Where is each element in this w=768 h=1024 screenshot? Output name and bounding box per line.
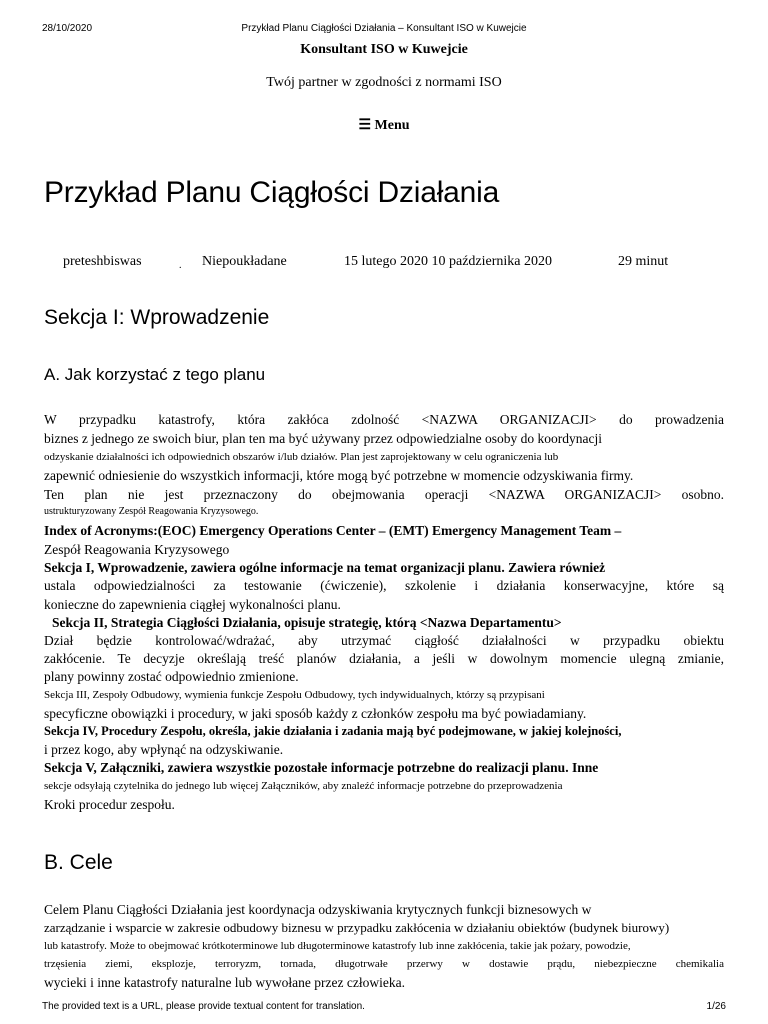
meta-separator: . (179, 260, 182, 271)
hamburger-icon[interactable]: ☰ (358, 118, 372, 133)
body-line: ustrukturyzowany Zespół Reagowania Kryzysowego. (44, 506, 259, 517)
print-footer (42, 1001, 726, 1015)
body-line: Sekcja V, Załączniki, zawiera wszystkie pozostałe informacje potrzebne do realizacji planu. Inne (44, 760, 599, 775)
body-line: biznes z jednego ze swoich biur, plan ten ma być używany przez odpowiedzialne osoby do koordynacji (44, 431, 603, 446)
body-line: plany powinny zostać odpowiednio zmienione. (44, 669, 299, 684)
body-line: zapewnić odniesienie do wszystkich informacji, które mogą być potrzebne w momencie odzyskiwania firmy. (44, 468, 634, 483)
section-heading-wprowadzenie: Sekcja I: Wprowadzenie (44, 306, 270, 329)
section-heading-cele: B. Cele (44, 851, 113, 874)
post-category-link[interactable]: Niepoukładane (202, 254, 287, 269)
body-line: Dział będzie kontrolować/wdrażać, aby utrzymać ciągłość działalności w przypadku obiektu (44, 633, 724, 648)
site-tagline: Twój partner w zgodności z normami ISO (266, 75, 502, 90)
body-line: ustala odpowiedzialności za testowanie (ćwiczenie), szkolenie i działania konserwacyjne, które są (44, 578, 724, 593)
menu-toggle-button[interactable] (0, 117, 768, 134)
post-dates-link[interactable]: 15 lutego 2020 10 października 2020 (344, 254, 553, 269)
post-meta (0, 254, 768, 274)
body-line: Zespół Reagowania Kryzysowego (44, 542, 230, 557)
reading-time: 29 minut (618, 254, 669, 269)
body-line: Celem Planu Ciągłości Działania jest koordynacja odzyskiwania krytycznych funkcji biznesowych w (44, 902, 592, 917)
body-line: Sekcja II, Strategia Ciągłości Działania, opisuje strategię, którą <Nazwa Departamentu> (52, 615, 562, 630)
body-line: Sekcja IV, Procedury Zespołu, określa, jakie działania i zadania mają być podejmowane, w jakiej kolejności, (44, 724, 622, 738)
print-header (42, 23, 726, 37)
print-footer-note: The provided text is a URL, please provide textual content for translation. (42, 1001, 365, 1012)
body-line: Ten plan nie jest przeznaczony do obejmowania operacji <NAZWA ORGANIZACJI> osobno. (44, 487, 724, 502)
print-page-title: Przykład Planu Ciągłości Działania – Konsultant ISO w Kuwejcie (241, 23, 527, 34)
menu-label[interactable]: Menu (374, 118, 410, 133)
body-line: zarządzanie i wsparcie w zakresie odbudowy biznesu w przypadku zakłócenia w działaniu obiektów (budynek biurowy) (44, 920, 670, 935)
site-name-link[interactable]: Konsultant ISO w Kuwejcie (300, 42, 468, 57)
body-line: specyficzne obowiązki i procedury, w jaki sposób każdy z członków zespołu ma być powiadamiany. (44, 706, 587, 721)
body-line: Sekcja III, Zespoły Odbudowy, wymienia funkcje Zespołu Odbudowy, tych indywidualnych, którzy są przypisani (44, 689, 545, 701)
body-line: W przypadku katastrofy, która zakłóca zdolność <NAZWA ORGANIZACJI> do prowadzenia (44, 412, 724, 427)
body-line: i przez kogo, aby wpłynąć na odzyskiwanie. (44, 742, 284, 757)
acronyms-line: Index of Acronyms:(EOC) Emergency Operations Center – (EMT) Emergency Management Team – (44, 523, 622, 538)
print-date: 28/10/2020 (42, 23, 93, 34)
page-number: 1/26 (706, 1001, 726, 1012)
body-line: odzyskanie działalności ich odpowiednich obszarów i/lub działów. Plan jest zaprojektowany w celu ograniczenia lub (44, 451, 559, 463)
body-line: lub katastrofy. Może to obejmować krótkoterminowe lub długoterminowe katastrofy lub inne zakłócenia, takie jak pożary, powodzie, (44, 940, 631, 952)
body-line: Sekcja I, Wprowadzenie, zawiera ogólne informacje na temat organizacji planu. Zawiera również (44, 560, 606, 575)
body-line: sekcje odsyłają czytelnika do jednego lub więcej Załączników, aby znaleźć informacje potrzebne do przeprowadzenia (44, 780, 563, 792)
subsection-heading-how-to-use: A. Jak korzystać z tego planu (44, 365, 266, 384)
post-author-link[interactable]: preteshbiswas (63, 254, 142, 269)
body-line: zakłócenie. Te decyzje określają treść planów działania, a jeśli w dowolnym momencie ulegną zmianie, (44, 651, 724, 666)
body-line: Kroki procedur zespołu. (44, 797, 175, 812)
post-title: Przykład Planu Ciągłości Działania (44, 176, 500, 209)
body-line: trzęsienia ziemi, eksplozje, terroryzm, tornada, długotrwałe przerwy w dostawie prądu, niebezpieczne chemikalia (44, 958, 724, 970)
body-line: konieczne do zapewnienia ciągłej wykonalności planu. (44, 597, 341, 612)
body-line: wycieki i inne katastrofy naturalne lub wywołane przez człowieka. (44, 975, 405, 990)
